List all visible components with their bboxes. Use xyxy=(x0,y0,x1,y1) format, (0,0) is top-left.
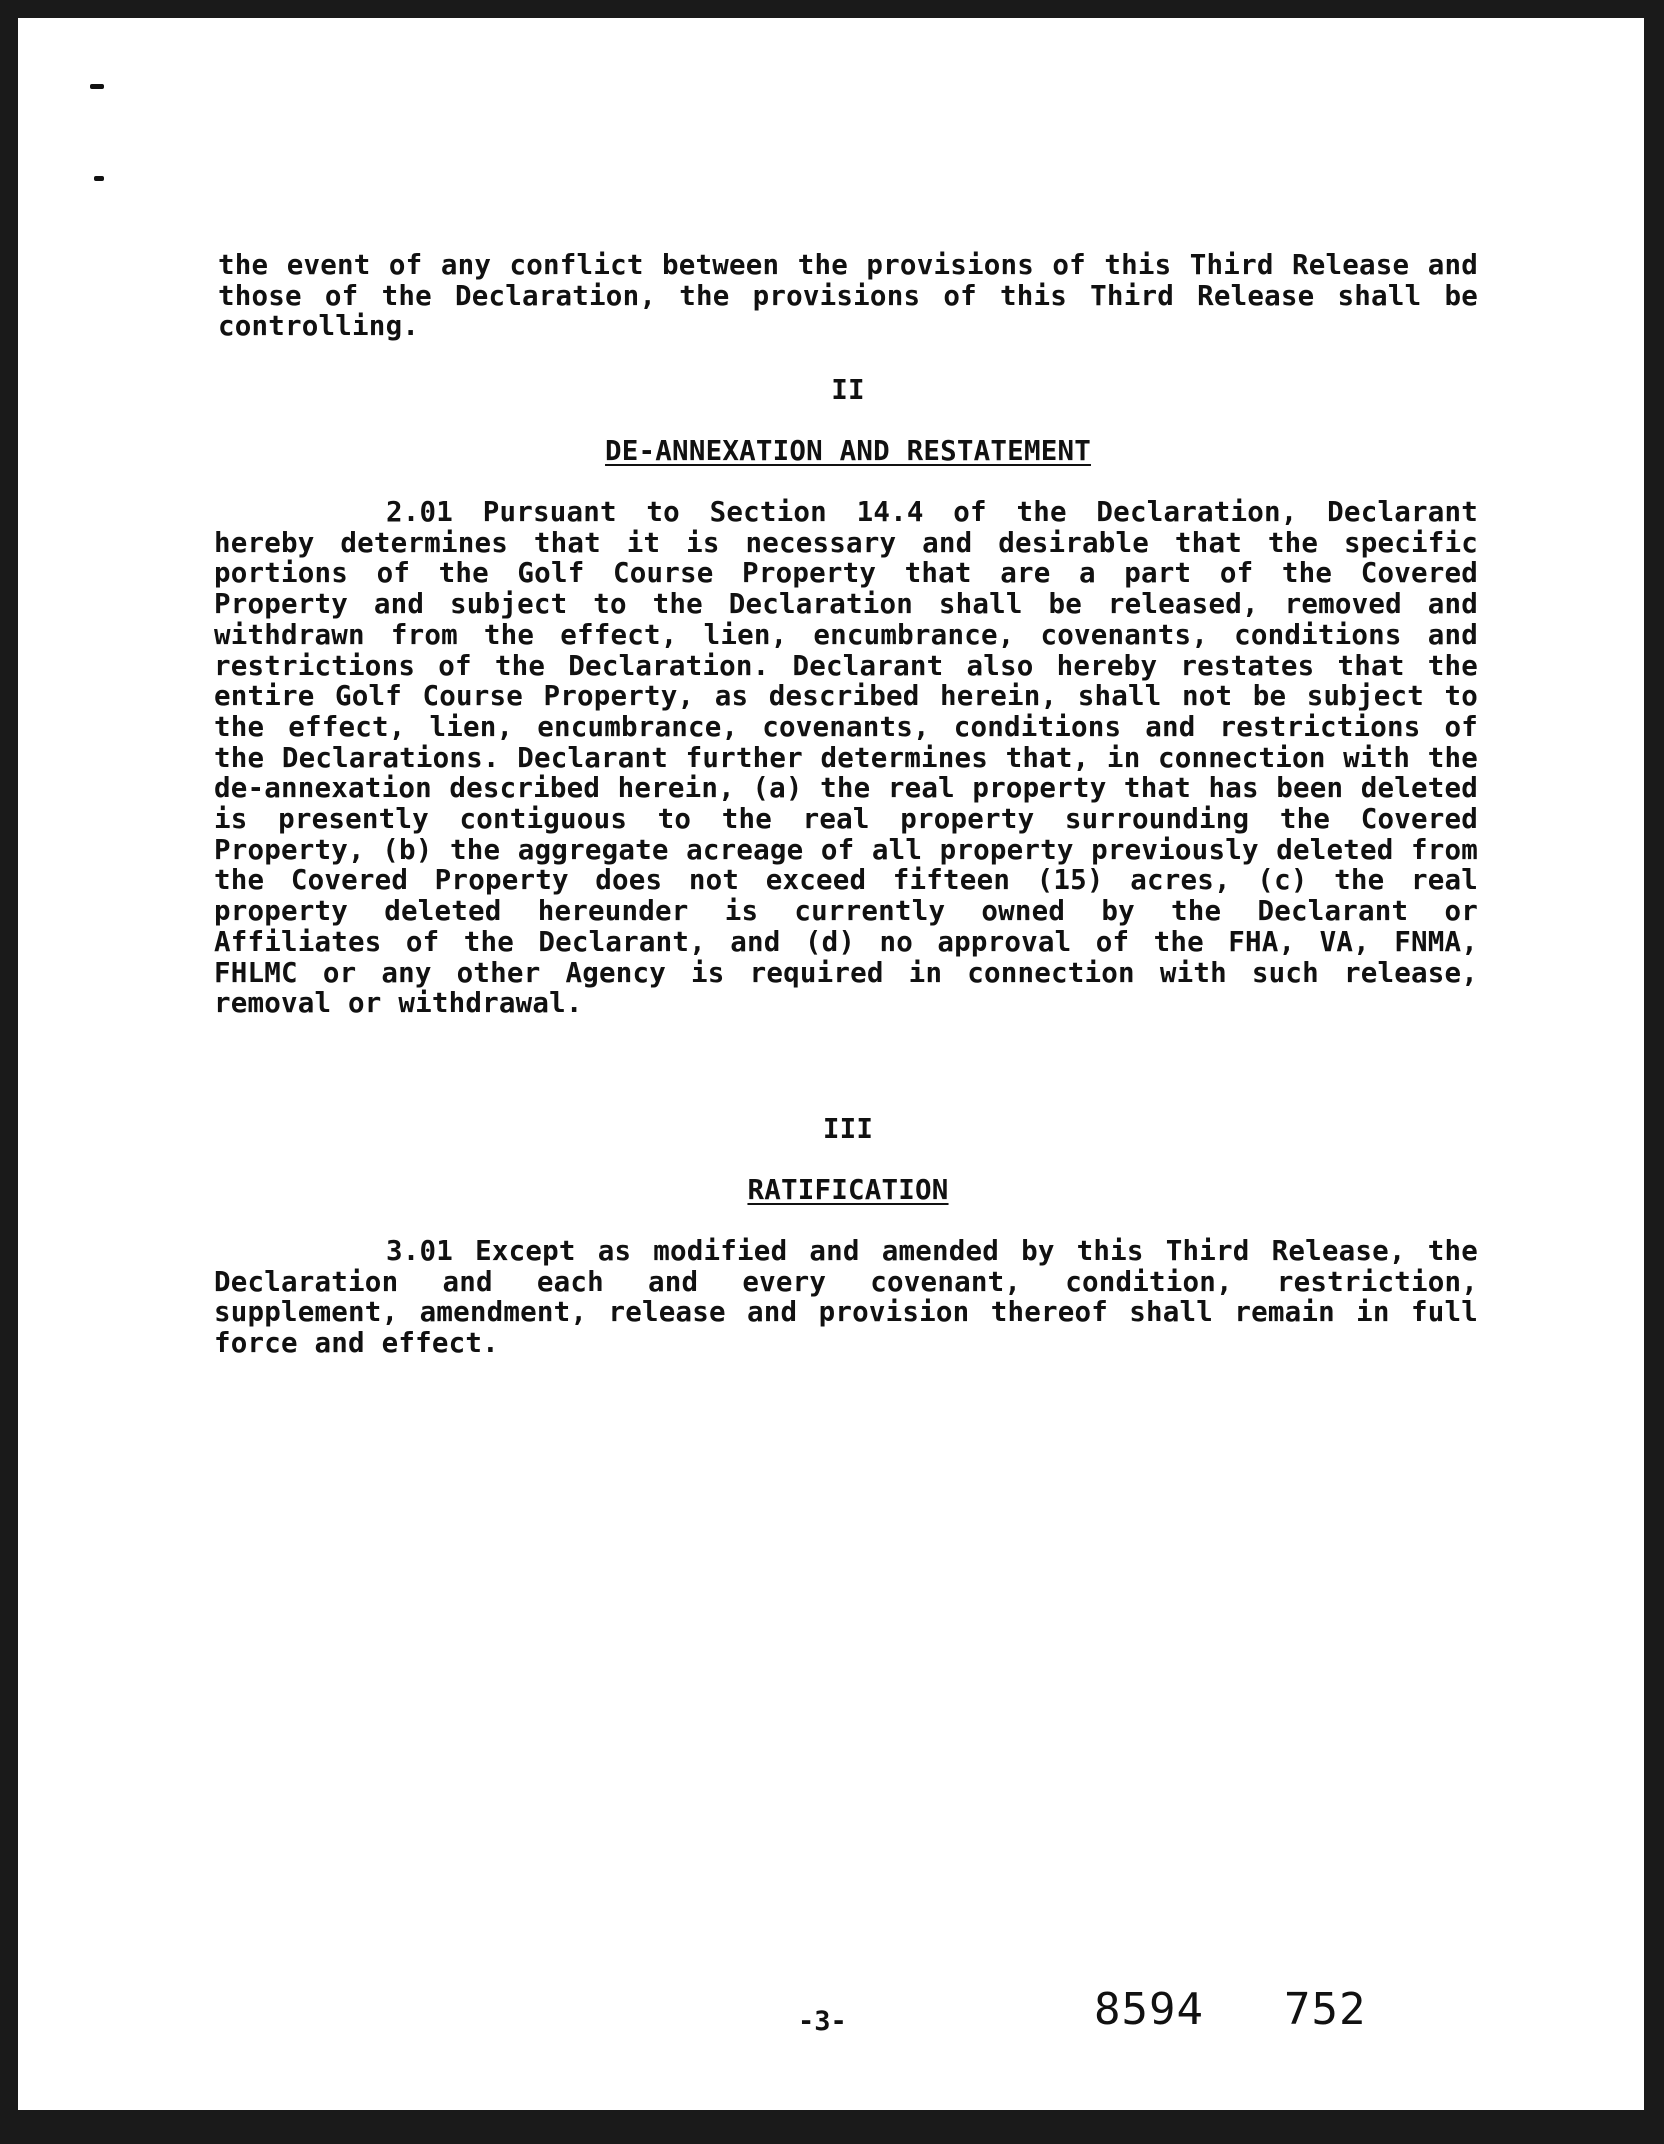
record-book-number: 8594 xyxy=(1094,1984,1204,2035)
record-page-number: 752 xyxy=(1284,1984,1367,2035)
section-paragraph: 2.01 Pursuant to Section 14.4 of the Declaration, Declarant hereby determines that it is necessary and desirable that the specific portions of the Golf Course Property that are a part of the Covered Property and subject to the Declaration shall be released, removed and withdrawn from the effect, lien, encumbrance, covenants, conditions and restrictions of the Declaration. Declarant also hereby restates that the entire Golf Course Property, as described herein, shall not be subject to the effect, lien, encumbrance, covenants, conditions and restrictions of the Declarations. Declarant further determines that, in connection with the de-annexation described herein, (a) the real property that has been deleted is presently contiguous to the real property surrounding the Covered Property, (b) the aggregate acreage of all property previously deleted from the Covered Property does not exceed fifteen (15) acres, (c) the real property deleted hereunder is currently owned by the Declarant or Affiliates of the Declarant, and (d) no approval of the FHA, VA, FNMA, FHLMC or any other Agency is required in connection with such release, removal or withdrawal. xyxy=(214,496,1478,1020)
page-number: -3- xyxy=(798,2006,847,2037)
intro-paragraph: the event of any conflict between the provisions of this Third Release and those of the Declaration, the provisions of this Third Release shall be controlling. xyxy=(218,249,1478,343)
section-number: II xyxy=(831,374,865,406)
section-heading-text: RATIFICATION xyxy=(747,1174,949,1206)
scan-mark xyxy=(90,84,104,89)
section-heading xyxy=(218,1175,1478,1206)
section-number: III xyxy=(822,1113,874,1145)
section-heading xyxy=(218,436,1478,467)
document-page xyxy=(18,18,1644,2110)
section-paragraph: 3.01 Except as modified and amended by this Third Release, the Declaration and each and every covenant, condition, restriction, supplement, amendment, release and provision thereof shall remain in full force and effect. xyxy=(214,1235,1478,1360)
scan-mark xyxy=(94,176,104,181)
section-heading-text: DE-ANNEXATION AND RESTATEMENT xyxy=(605,435,1091,467)
